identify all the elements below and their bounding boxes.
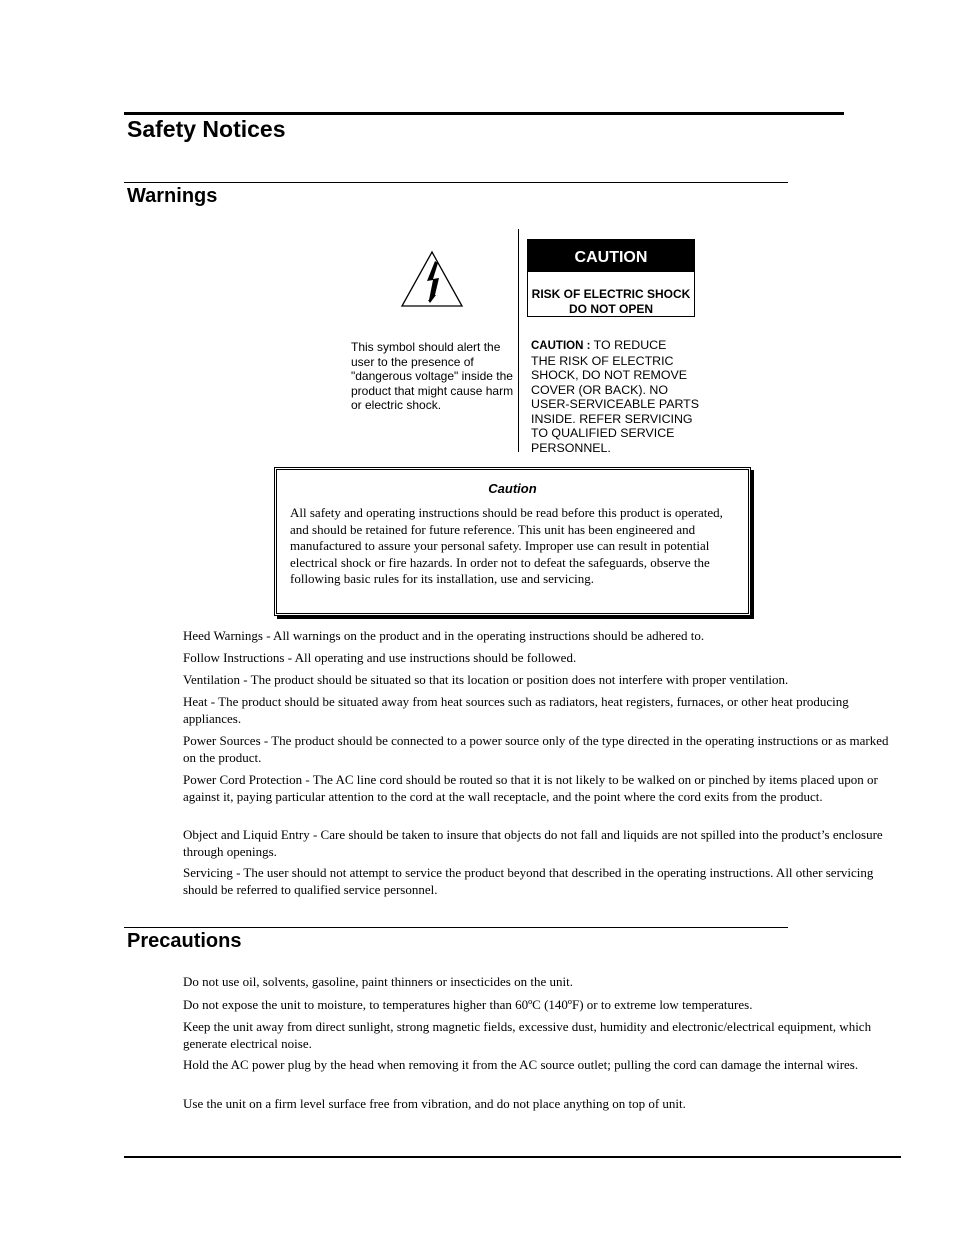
caution-label xyxy=(527,239,695,317)
precaution-item: Do not expose the unit to moisture, to temperatures higher than 60ºC (140ºF) or to extreme low temperatures. xyxy=(183,997,753,1012)
warning-item: Follow Instructions - All operating and use instructions should be followed. xyxy=(183,650,577,665)
title-rule xyxy=(124,112,844,115)
caution-label-body xyxy=(528,287,694,317)
caution-box-title: Caution xyxy=(488,481,537,496)
warning-item: Servicing - The user should not attempt to service the product beyond that described in the operating instructions. All other servicing should be referred to qualified service personnel. xyxy=(183,865,874,897)
precaution-item: Hold the AC power plug by the head when removing it from the AC source outlet; pulling the cord can damage the internal wires. xyxy=(183,1057,859,1072)
warning-item: Power Cord Protection - The AC line cord should be routed so that it is not likely to be walked on or pinched by items placed upon or against it, paying particular attention to the cord at the wall receptacle, and the point where the cord exits from the product. xyxy=(183,772,878,804)
precautions-rule xyxy=(124,927,788,928)
caution-label-header: CAUTION xyxy=(528,240,694,272)
caution-box-body: All safety and operating instructions should be read before this product is operated, and should be retained for future reference. This unit has been engineered and manufactured to assure your personal safety. Improper use can result in potential electrical shock or fire hazards. In order not to defeat the safeguards, observe the following basic rules for its installation, use and servicing. xyxy=(290,505,723,587)
warning-item: Heat - The product should be situated away from heat sources such as radiators, heat registers, furnaces, or other heat producing appliances. xyxy=(183,694,849,726)
warning-item: Power Sources - The product should be connected to a power source only of the type directed in the operating instructions or as marked on the product. xyxy=(183,733,889,765)
precaution-item: Use the unit on a firm level surface free from vibration, and do not place anything on top of unit. xyxy=(183,1096,686,1111)
caution-label-line1: RISK OF ELECTRIC SHOCK xyxy=(531,287,691,301)
caution-note-label: CAUTION : xyxy=(531,340,591,352)
caution-box xyxy=(274,467,751,616)
warning-item: Heed Warnings - All warnings on the product and in the operating instructions should be adhered to. xyxy=(183,628,705,643)
column-divider xyxy=(518,229,519,452)
warnings-heading: Warnings xyxy=(127,185,218,207)
warnings-rule xyxy=(124,182,788,183)
caution-note xyxy=(531,338,701,455)
precaution-item: Do not use oil, solvents, gasoline, paint thinners or insecticides on the unit. xyxy=(183,974,573,989)
page-title: Safety Notices xyxy=(127,116,286,142)
symbol-description: This symbol should alert the user to the presence of "dangerous voltage" inside the product that might cause harm or electric shock. xyxy=(351,340,514,412)
caution-note-first: TO REDUCE xyxy=(593,338,667,352)
caution-note-rest: THE RISK OF ELECTRIC SHOCK, DO NOT REMOVE COVER (OR BACK). NO USER-SERVICEABLE PARTS INSIDE. REFER SERVICING TO QUALIFIED SERVICE PERSONNEL. xyxy=(531,353,700,455)
warning-item: Ventilation - The product should be situated so that its location or position does not interfere with proper ventilation. xyxy=(183,672,789,687)
precautions-heading: Precautions xyxy=(127,930,242,952)
warning-item: Object and Liquid Entry - Care should be taken to insure that objects do not fall and liquids are not spilled into the product’s enclosure through openings. xyxy=(183,827,883,859)
high-voltage-warning-icon xyxy=(400,250,464,308)
caution-label-line2: DO NOT OPEN xyxy=(568,302,653,316)
precaution-item: Keep the unit away from direct sunlight, strong magnetic fields, excessive dust, humidity and electronic/electrical equipment, which generate electrical noise. xyxy=(183,1019,872,1051)
footer-rule xyxy=(124,1156,901,1158)
